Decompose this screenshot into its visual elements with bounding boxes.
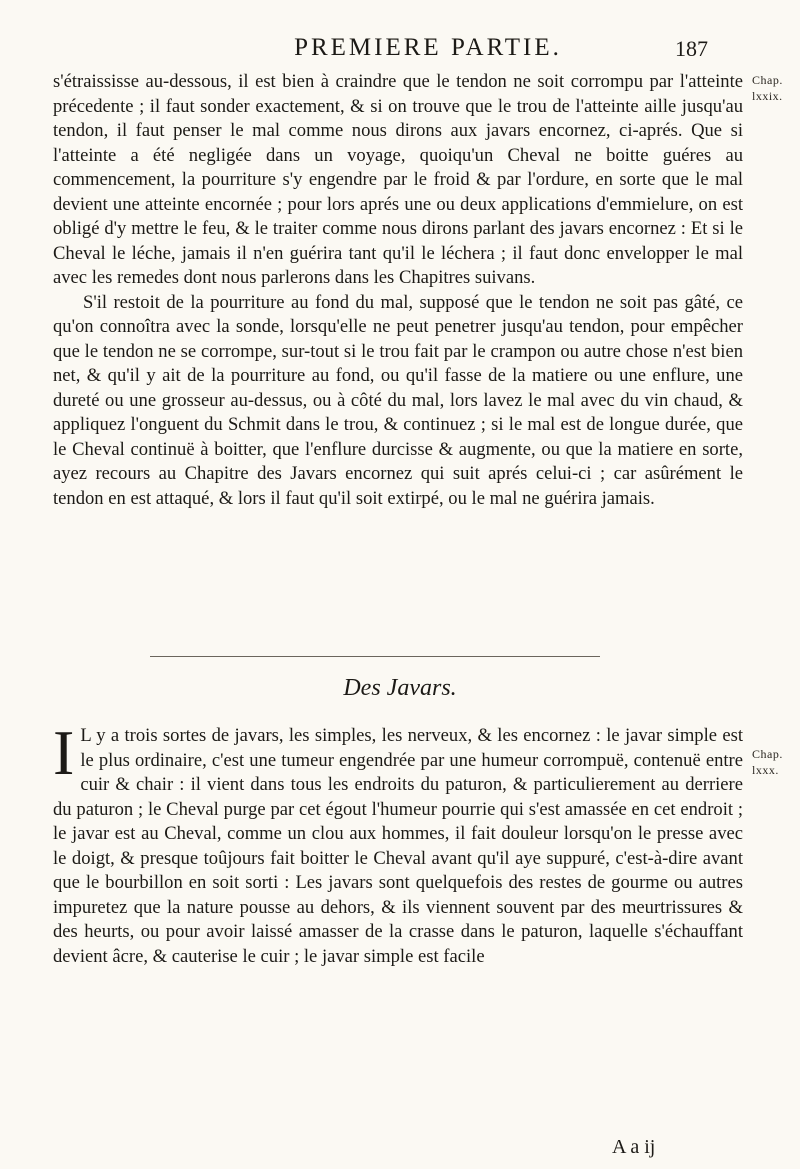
running-head (148, 34, 708, 62)
paragraph-pourriture: S'il restoit de la pourriture au fond du mal, supposé que le tendon ne soit pas gâté, ce qu'on connoîtra avec la sonde, lorsqu'elle ne peut penetrer jusqu'au tendon, pour empêcher que le tendon ne se corrompe, sur-tout si le trou fait par le crampon ou autre chose n'est bien net, & qu'il y ait de la pourriture au fond, ou qu'il fasse de la matiere ou une enflure, une dureté ou une grosseur au-dessus, ou à côté du mal, lors lavez le mal avec du vin chaud, & appliquez l'onguent du Schmit dans le trou, & continuez ; si le mal est de longue durée, que le Cheval continuë à boitter, que l'enflure durcisse & augmente, ou que la matiere en sorte, ayez recours au Chapitre des Javars encornez qui suit aprés celui-ci ; car asûrément le tendon en est attaqué, & lors il faut qu'il soit extirpé, ou le mal ne guérira jamais. (53, 291, 743, 509)
margin-note-chapter-79: Chap. lxxix. (752, 73, 783, 103)
section-divider (150, 656, 600, 657)
page-number: 187 (675, 36, 708, 61)
paragraph-continuation: s'étraississe au-dessous, il est bien à craindre que le tendon ne soit corrompu par l'atteinte précedente ; il faut sonder exactement, & si on trouve que le trou de l'atteinte aille jusqu'au tendon, il faut penser le mal comme nous dirons aux javars encornez, ci-aprés. Que si l'atteinte a été negligée dans un voyage, quoiqu'un Cheval ne boitte guéres au commencement, la pourriture s'y engendre par le froid & par l'ordure, en sorte que le mal devient une atteinte encornée ; pour lors aprés une ou deux applications d'emmielure, on est obligé d'y mettre le feu, & le traiter comme nous dirons parlant des javars encornez : Et si le Cheval le léche, jamais il n'en guérira tant qu'il le léchera ; il faut donc envelopper le mal avec les remedes dont nous parlerons dans les Chapitres suivans. (53, 71, 743, 288)
running-head-title: PREMIERE PARTIE. (294, 34, 562, 61)
text-block-continuation (53, 70, 743, 511)
margin-note-chapter-80: Chap. lxxx. (752, 747, 783, 777)
signature-mark: A a ij (612, 1136, 656, 1158)
paragraph-javars (53, 717, 743, 969)
paragraph-javars-text: L y a trois sortes de javars, les simples, les nerveux, & les encornez : le javar simple est le plus ordinaire, c'est une tumeur engendrée par une humeur corrompuë, contenuë entre cuir & chair : il vient dans tous les endroits du paturon, & particulierement au derriere du paturon ; le Cheval purge par cet égout l'humeur pourrie qui s'est amassée en cet endroit ; le javar est au Cheval, comme un clou aux hommes, il fait douleur lorsqu'on le presse avec le doigt, & presque toûjours fait boitter le Cheval avant qu'il aye suppuré, c'est-à-dire avant que le bourbillon en soit sorti : Les javars sont quelquefois des restes de gourme ou autres impuretez que la nature pousse au dehors, & ils viennent souvent par des meurtrissures & des heurts, ou pour avoir laissé amasser de la crasse dans le paturon, laquelle s'échauffant devient âcre, & cauterise le cuir ; le javar simple est facile (53, 725, 743, 967)
section-title: Des Javars. (343, 675, 457, 701)
drop-cap: I (53, 717, 75, 788)
text-block-javars (53, 717, 743, 969)
